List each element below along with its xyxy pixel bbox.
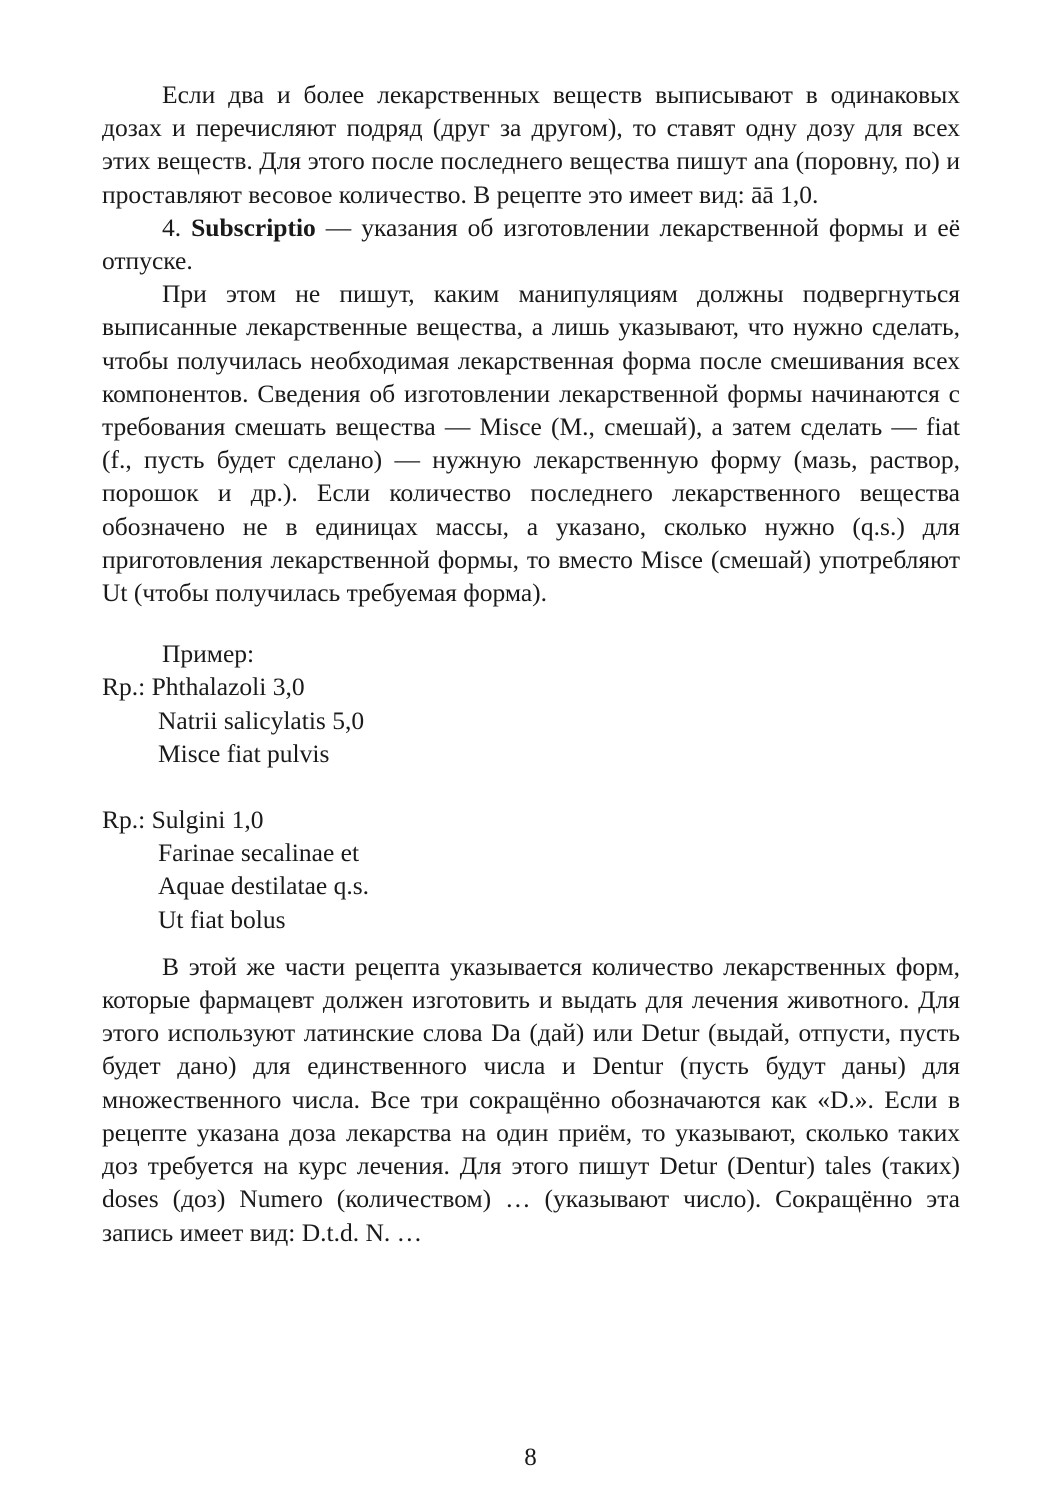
recipe-line: Misce fiat pulvis: [158, 738, 330, 768]
term-subscriptio: Subscriptio: [191, 212, 316, 242]
recipe-prefix: Rp.:: [102, 805, 152, 835]
paragraph-dispensing: В этой же части рецепта указывается количество лекарственных форм, которые фармацевт должен изготовить и выдать для лечения животного. Для этого используют латинские слова Da (дай) или Detur (выдай, отпусти, пусть будет дано) для единственного числа и Dentur (пусть будут даны) для множественного числа. Все три сокращённо обозначаются как «D.». Если в рецепте указана доза лекарства на один приём, то указывают, сколько таких доз требуется на курс лечения. Для этого пишут Detur (Dentur) tales (таких) doses (доз) Numero (количеством) … (указывают число). Сокращённо эта запись имеет вид: D.t.d. N. …: [102, 951, 960, 1247]
subscriptio-definition: — указания об изготовлении лекарственной формы и её отпуске.: [102, 212, 961, 276]
recipe-prefix: Rp.:: [102, 672, 152, 702]
recipe-ingredient: Phthalazoli 3,0: [151, 672, 305, 702]
paragraph-preparation-instructions: При этом не пишут, каким манипуляциям должны подвергнуться выписанные лекарственные вещества, а лишь указывают, что нужно сделать, чтобы получилась необходимая лекарственная форма после смешивания всех компонентов. Сведения об изготовлении лекарственной формы начинаются с требования смешать вещества — Misce (M., смешай), а затем сделать — fiat (f., пусть будет сделано) — нужную лекарственную форму (мазь, раствор, порошок и др.). Если количество последнего лекарственного вещества обозначено не в единицах массы, а указано, сколько нужно (q.s.) для приготовления лекарственной формы, то вместо Misce (смешай) употребляют Ut (чтобы получилась требуемая форма).: [102, 279, 960, 608]
section-number: 4.: [162, 212, 182, 242]
recipe-line: [102, 803, 960, 836]
recipe-1: [102, 670, 960, 770]
paragraph-ana-dosing: Если два и более лекарственных веществ выписывают в одинаковых дозах и перечисляют подряд (друг за другом), то ставят одну дозу для всех этих веществ. Для этого после последнего вещества пишут ana (поровну, по) и проставляют весовое количество. В рецепте это имеет вид: āā 1,0.: [102, 80, 961, 209]
recipe-line: Natrii salicylatis 5,0: [158, 705, 365, 735]
recipe-ingredient: Sulgini 1,0: [151, 805, 264, 835]
page-number: 8: [524, 1444, 537, 1471]
recipe-2: [102, 803, 960, 936]
recipe-line: Farinae secalinae et: [158, 838, 360, 868]
recipe-line: Aquae destilatae q.s.: [158, 871, 370, 901]
example-label: Пример:: [162, 639, 255, 669]
recipe-line: Ut fiat bolus: [158, 904, 286, 934]
recipe-spacer: [102, 770, 960, 803]
recipe-line: [102, 670, 960, 703]
page-body: [102, 78, 960, 1249]
paragraph-subscriptio: [102, 211, 960, 277]
